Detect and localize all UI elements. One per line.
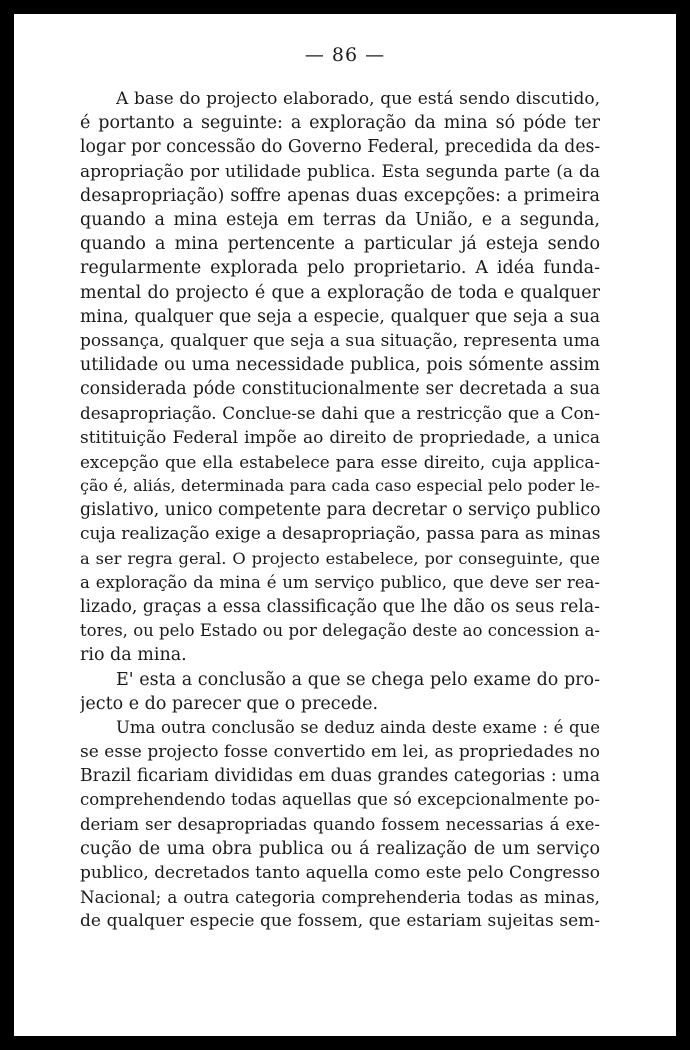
text-line: comprehendendo todas aquellas que só excepcionalmente po-	[80, 790, 600, 810]
text-line: gislativo, unico competente para decretar o serviço publico	[80, 500, 600, 521]
text-line: Uma outra conclusão se deduz ainda deste exame : é que	[116, 717, 600, 737]
text-line: A base do projecto elaborado, que está sendo discutido,	[116, 89, 600, 109]
text-line: regularmente explorada pelo proprietario. A idéa funda-	[80, 258, 600, 279]
text-line: se esse projecto fosse convertido em lei, as propriedades no	[80, 742, 600, 763]
text-line: desapropriação. Conclue-se dahi que a restricção que a Con-	[80, 403, 600, 424]
text-line: lizado, graças a essa classificação que lhe dão os seus rela-	[80, 596, 600, 617]
text-line: tores, ou pelo Estado ou por delegação deste ao concession a-	[80, 621, 600, 641]
text-line: stitituição Federal impõe ao direito de propriedade, a unica	[80, 427, 600, 448]
text-line: mental do projecto é que a exploração de toda e qualquer	[80, 282, 600, 303]
text-line: cução de uma obra publica ou á realização de um serviço	[80, 838, 600, 859]
text-line: desapropriação) soffre apenas duas excepções: a primeira	[80, 185, 600, 206]
text-line: E' esta a conclusão a que se chega pelo exame do pro-	[116, 669, 600, 690]
text-line: jecto e do parecer que o precede.	[80, 693, 379, 714]
text-line: utilidade ou uma necessidade publica, pois sómente assim	[80, 355, 600, 376]
text-line: cuja realização exige a desapropriação, passa para as minas	[80, 524, 600, 545]
text-line: mina, qualquer que seja a especie, qualquer que seja a sua	[80, 306, 600, 327]
page-number: — 86 —	[304, 44, 386, 66]
text-line: logar por concessão do Governo Federal, precedida da des-	[80, 137, 600, 158]
text-line: publico, decretados tanto aquella como este pelo Congresso	[80, 863, 600, 883]
text-line: de qualquer especie que fossem, que estariam sujeitas sem-	[80, 911, 600, 932]
book-page	[14, 14, 676, 1036]
text-line: Brazil ficariam divididas em duas grandes categorias : uma	[80, 766, 600, 787]
text-line: apropriação por utilidade publica. Esta segunda parte (a da	[80, 161, 600, 182]
text-line: considerada póde constitucionalmente ser decretada a sua	[80, 379, 600, 400]
body-text	[80, 87, 600, 934]
text-line: possança, qualquer que seja a sua situação, representa uma	[80, 330, 600, 351]
text-line: quando a mina pertencente a particular já esteja sendo	[80, 234, 600, 255]
text-line: a exploração da mina é um serviço publico, que deve ser rea-	[80, 572, 600, 592]
text-line: a ser regra geral. O projecto estabelece, por conseguinte, que	[80, 548, 600, 568]
text-line: ção é, aliás, determinada para cada caso especial pelo poder le-	[80, 476, 600, 495]
text-line: é portanto a seguinte: a exploração da mina só póde ter	[80, 113, 600, 134]
text-line: quando a mina esteja em terras da União, e a segunda,	[80, 209, 600, 230]
text-line: Nacional; a outra categoria comprehenderia todas as minas,	[80, 887, 600, 908]
text-line: deriam ser desapropriadas quando fossem necessarias á exe-	[80, 814, 600, 834]
text-line: rio da mina.	[80, 645, 187, 666]
text-line: excepção que ella estabelece para esse direito, cuja applica-	[80, 451, 600, 472]
